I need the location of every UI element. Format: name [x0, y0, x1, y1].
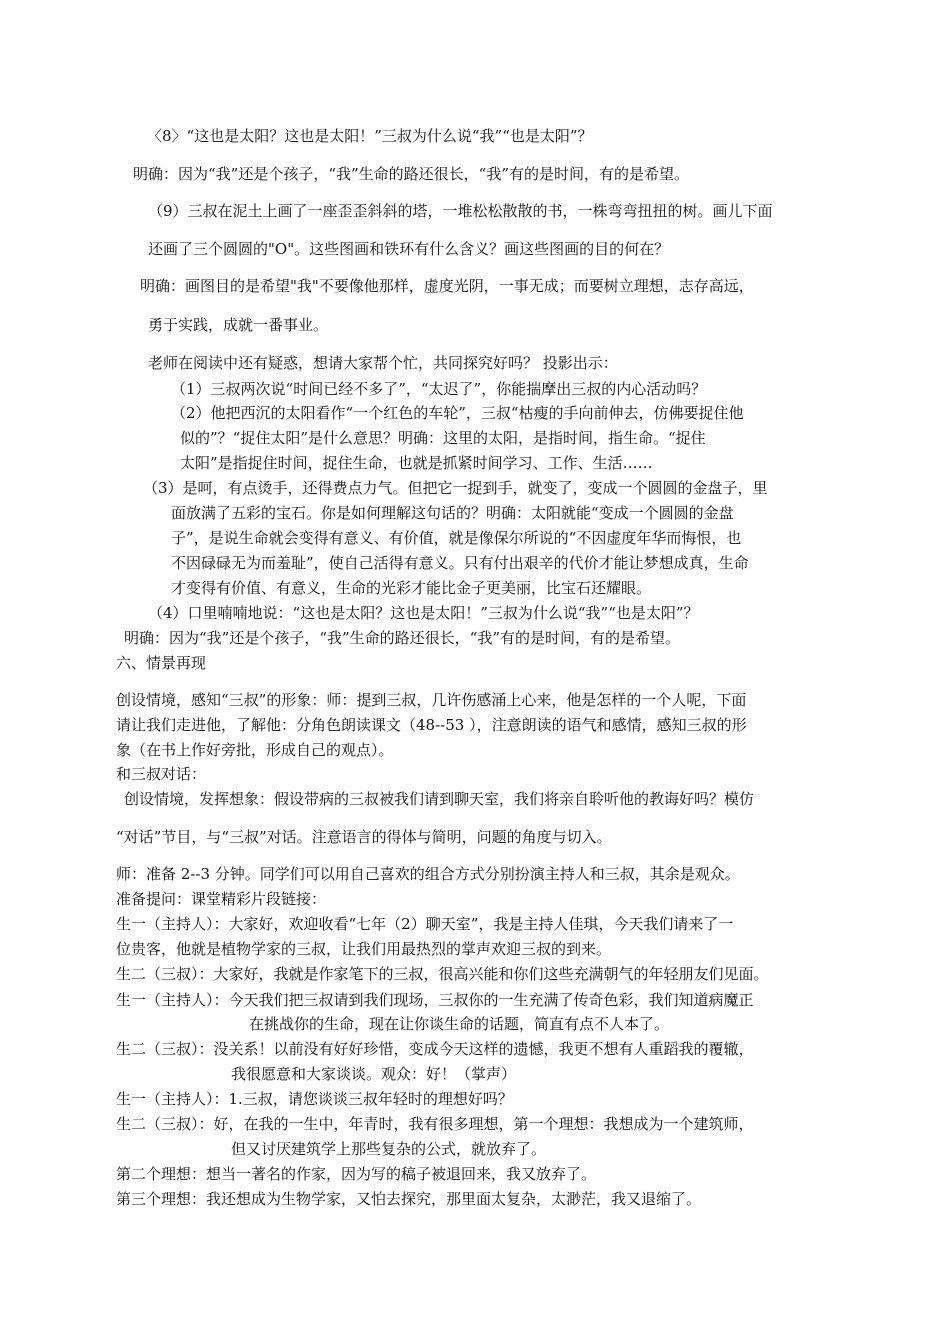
text-line: 第二个理想：想当一著名的作家，因为写的稿子被退回来，我又放弃了。	[116, 1165, 597, 1183]
text-line: “对话”节目，与“三叔”对话。注意语言的得体与简明，问题的角度与切入。	[116, 828, 612, 846]
text-line: （2）他把西沉的太阳看作“一个红色的车轮”，三叔“枯瘦的手向前伸去，仿佛要捉住他	[171, 404, 744, 422]
text-line: 创设情境，发挥想象：假设带病的三叔被我们请到聊天室，我们将亲自聆听他的教诲好吗？模仿	[124, 790, 755, 808]
text-line: 生二（三叔）：好，在我的一生中，年青时，我有很多理想，第一个理想：我想成为一个建筑师，	[116, 1115, 754, 1133]
text-line: 面放满了五彩的宝石。你是如何理解这句话的？明确：太阳就能“变成一个圆圆的金盘	[171, 504, 734, 522]
text-line: （3）是呵，有点烫手，还得费点力气。但把它一捉到手，就变了，变成一个圆圆的金盘子，里	[143, 479, 768, 497]
text-line: 师：准备 2--3 分钟。同学们可以用自己喜欢的组合方式分别扮演主持人和三叔，其余是观众。	[116, 865, 740, 883]
text-line: 但又讨厌建筑学上那些复杂的公式，就放弃了。	[231, 1140, 547, 1158]
section-heading: 六、情景再现	[116, 654, 207, 672]
text-line: 太阳”是指捉住时间，捉住生命，也就是抓紧时间学习、工作、生活……	[180, 454, 653, 472]
text-line: 不因碌碌无为而羞耻”，使自己活得有意义。只有付出艰辛的代价才能让梦想成真，生命	[171, 554, 749, 572]
text-line: 老师在阅读中还有疑惑，想请大家帮个忙，共同探究好吗？ 投影出示：	[148, 354, 618, 372]
text-line: 〈8〉“这也是太阳？这也是太阳！”三叔为什么说“我”“也是太阳”？	[147, 127, 593, 145]
text-line: 明确：因为“我”还是个孩子，“我”生命的路还很长，“我”有的是时间，有的是希望。	[133, 165, 690, 183]
text-line: 位贵客，他就是植物学家的三叔，让我们用最热烈的掌声欢迎三叔的到来。	[116, 940, 612, 958]
text-line: 准备提问：课堂精彩片段链接：	[116, 890, 327, 908]
text-line: 创设情境，感知“三叔”的形象：师：提到三叔，几许伤感涌上心来，他是怎样的一个人呢，下面	[116, 691, 747, 709]
text-line: 象（在书上作好旁批，形成自己的观点）。	[116, 741, 394, 759]
text-line: 在挑战你的生命，现在让你谈生命的话题，简直有点不人本了。	[249, 1015, 670, 1033]
text-line: 还画了三个圆圆的"O"。这些图画和铁环有什么含义？画这些图画的目的何在？	[148, 240, 670, 258]
text-line: 我很愿意和大家谈谈。观众：好！（掌声）	[231, 1065, 517, 1083]
text-line: 明确：画图目的是希望"我"不要像他那样，虚度光阴，一事无成；而要树立理想，志存高远，	[140, 277, 754, 295]
text-line: 生一（主持人）：大家好，欢迎收看“七年（2）聊天室”，我是主持人佳琪，今天我们请来了一	[116, 915, 734, 933]
text-line: （1）三叔两次说“时间已经不多了”，“太迟了”，你能揣摩出三叔的内心活动吗？	[171, 380, 707, 398]
text-line: 第三个理想：我还想成为生物学家，又怕去探究，那里面太复杂，太渺茫，我又退缩了。	[116, 1190, 702, 1208]
text-line: 似的”？“捉住太阳”是什么意思？明确：这里的太阳，是指时间，指生命。“捉住	[180, 429, 706, 447]
text-line: （9）三叔在泥土上画了一座歪歪斜斜的塔，一堆松松散散的书，一株弯弯扭扭的树。画儿下面	[148, 202, 773, 220]
text-line: 勇于实践，成就一番事业。	[148, 316, 329, 334]
text-line: 和三叔对话：	[116, 765, 207, 783]
text-line: 生一（主持人）：今天我们把三叔请到我们现场，三叔你的一生充满了传奇色彩，我们知道病魔正	[116, 991, 754, 1009]
text-line: （4）口里喃喃地说：“这也是太阳？这也是太阳！”三叔为什么说“我”“也是太阳”？	[148, 604, 699, 622]
text-line: 请让我们走进他，了解他：分角色朗读课文（48--53 ），注意朗读的语气和感情，感知三叔的形	[116, 716, 747, 734]
text-line: 才变得有价值、有意义，生命的光彩才能比金子更美丽，比宝石还耀眼。	[171, 579, 652, 597]
text-line: 子”，是说生命就会变得有意义、有价值，就是像保尔所说的“不因虚度年华而悔恨，也	[171, 529, 742, 547]
text-line: 生二（三叔）：没关系！以前没有好好珍惜，变成今天这样的遗憾，我更不想有人重蹈我的覆辙，	[116, 1040, 754, 1058]
text-line: 生一（主持人）：1.三叔，请您谈谈三叔年轻时的理想好吗？	[116, 1090, 513, 1108]
text-line: 生二（三叔）：大家好，我就是作家笔下的三叔，很高兴能和你们这些充满朝气的年轻朋友们见面。	[116, 965, 769, 983]
text-line: 明确：因为“我”还是个孩子，“我”生命的路还很长，“我”有的是时间，有的是希望。	[124, 629, 681, 647]
